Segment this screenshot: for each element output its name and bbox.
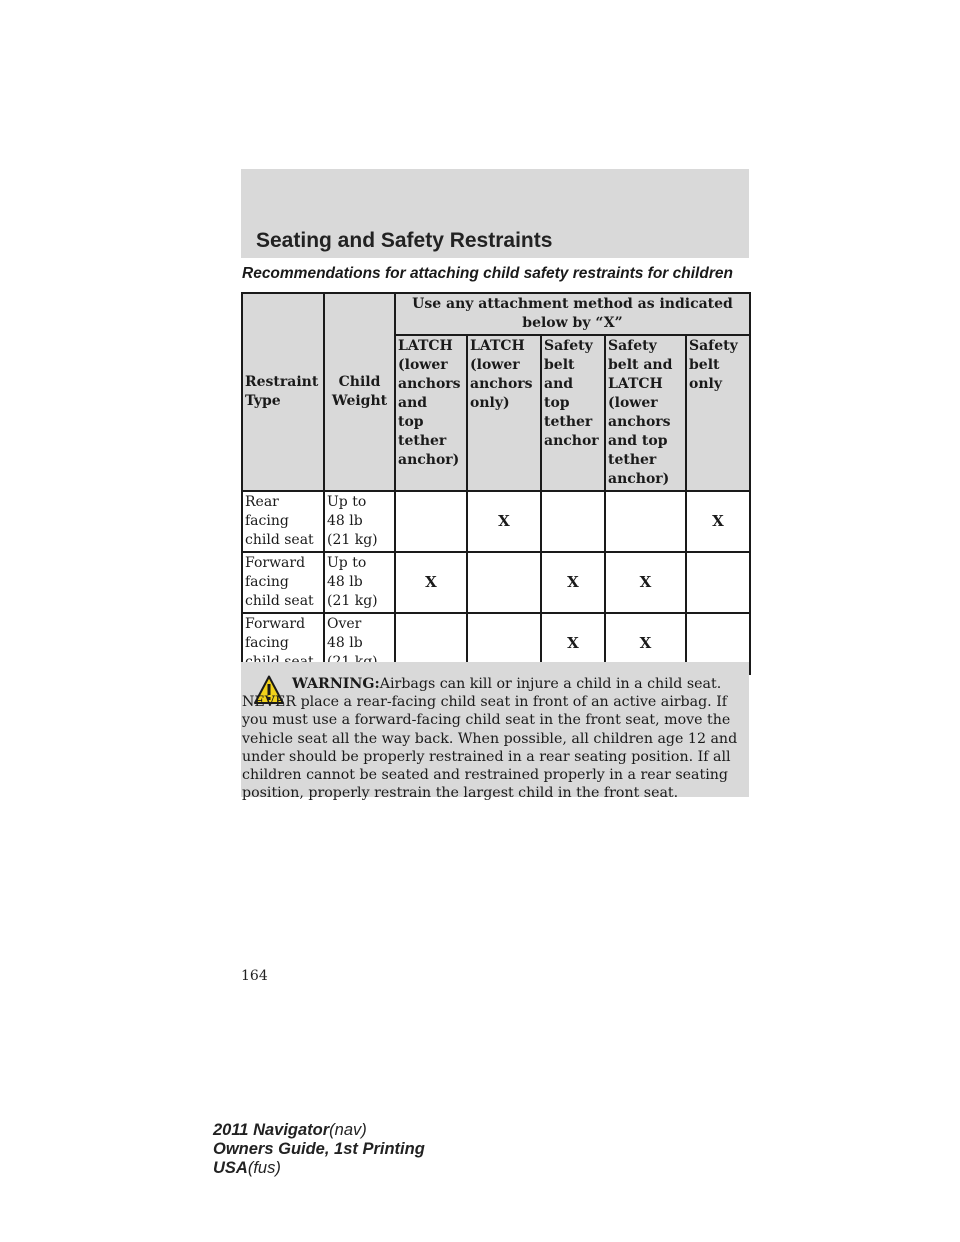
warning-text bbox=[242, 675, 744, 802]
cell-mark: X bbox=[467, 491, 541, 552]
footer bbox=[213, 1121, 425, 1178]
footer-market-code: (fus) bbox=[247, 1159, 281, 1177]
footer-market: USA bbox=[213, 1159, 248, 1177]
cell-weight: Over 48 lb bbox=[324, 613, 395, 674]
header-latch-lower-and-tether: LATCH (lower anchors and top tether anchor) bbox=[395, 335, 467, 491]
header-attachment-group: Use any attachment method as indicated below by “X” bbox=[395, 293, 750, 335]
header-belt-and-tether: Safety belt and top tether anchor bbox=[541, 335, 605, 491]
header-latch-lower-only: LATCH (lower anchors only) bbox=[467, 335, 541, 491]
table-row bbox=[242, 552, 750, 613]
cell-mark: X bbox=[605, 552, 686, 613]
table-row bbox=[242, 491, 750, 552]
cell-restraint: Forward facing bbox=[242, 613, 324, 674]
header-restraint-type: Restraint Type bbox=[242, 293, 324, 491]
cell-mark bbox=[605, 491, 686, 552]
footer-model-code: (nav) bbox=[329, 1121, 367, 1139]
cell-mark bbox=[541, 491, 605, 552]
child-restraint-table bbox=[241, 292, 751, 675]
page-number: 164 bbox=[241, 968, 268, 984]
header-belt-only: Safety belt only bbox=[686, 335, 750, 491]
cell-restraint: Forward facing child seat bbox=[242, 552, 324, 613]
footer-model: 2011 Navigator bbox=[213, 1121, 330, 1139]
header-child-weight: Child Weight bbox=[324, 293, 395, 491]
cell-mark: X bbox=[541, 613, 605, 674]
cell-weight: Up to 48 lb (21 kg) bbox=[324, 491, 395, 552]
section-title: Seating and Safety Restraints bbox=[256, 229, 553, 252]
header-belt-and-latch: Safety belt and LATCH (lower anchors and top tether anchor) bbox=[605, 335, 686, 491]
cell-mark: X bbox=[605, 613, 686, 674]
cell-mark: X bbox=[395, 552, 467, 613]
warning-body: Airbags can kill or injure a child in a child seat. NEVER place a rear-facing child seat in front of an active airbag. If you must use a forward-facing child seat in the front seat, move the vehicle seat all the way back. When possible, all children age 12 and under should be properly restrained in a rear seating position. If all children cannot be seated and restrained properly in a rear seating position, properly restrain the largest child in the front seat. bbox=[242, 676, 738, 802]
table-title: Recommendations for attaching child safety restraints for children bbox=[242, 265, 733, 282]
warning-label: WARNING: bbox=[292, 676, 380, 692]
cell-weight: Up to 48 lb (21 kg) bbox=[324, 552, 395, 613]
cell-mark: X bbox=[541, 552, 605, 613]
cell-mark bbox=[395, 491, 467, 552]
footer-printing: Owners Guide, 1st Printing bbox=[213, 1140, 425, 1158]
cell-mark bbox=[467, 552, 541, 613]
cell-mark: X bbox=[686, 491, 750, 552]
cell-mark bbox=[686, 552, 750, 613]
cell-restraint: Rear facing child seat bbox=[242, 491, 324, 552]
